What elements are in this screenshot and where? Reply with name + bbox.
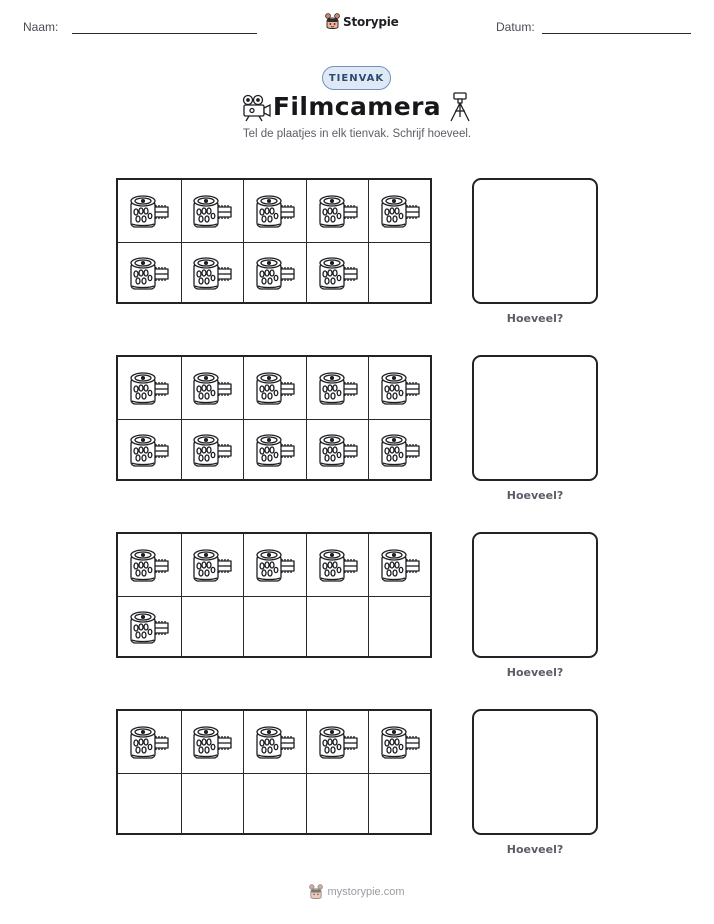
ten-frame <box>116 532 432 658</box>
answer-box[interactable] <box>472 709 598 835</box>
ten-frame <box>116 178 432 304</box>
film-reel-icon <box>192 191 232 231</box>
ten-frame-cell <box>181 711 244 773</box>
film-reel-icon <box>129 430 169 470</box>
ten-frame-cell <box>368 711 431 773</box>
ten-frame-cell <box>243 596 306 658</box>
film-reel-icon <box>192 545 232 585</box>
ten-frame <box>116 709 432 835</box>
ten-frame-cell <box>243 419 306 481</box>
ten-frame-cell <box>118 534 181 596</box>
ten-frame-cell <box>118 242 181 304</box>
film-reel-icon <box>318 253 358 293</box>
ten-frame-cell <box>243 180 306 242</box>
film-reel-icon <box>380 430 420 470</box>
film-reel-icon <box>380 191 420 231</box>
answer-label: Hoeveel? <box>506 843 564 856</box>
ten-frame-cell <box>243 242 306 304</box>
ten-frame-cell <box>181 357 244 419</box>
ten-frame-cell <box>181 773 244 835</box>
ten-frame-cell <box>368 534 431 596</box>
ten-frame-cell <box>243 357 306 419</box>
answer-label: Hoeveel? <box>506 489 564 502</box>
ten-frame-cell <box>306 534 369 596</box>
film-reel-icon <box>192 368 232 408</box>
date-line[interactable] <box>542 33 691 34</box>
ten-frame-cell <box>181 180 244 242</box>
ten-frame-cell <box>306 596 369 658</box>
film-reel-icon <box>255 545 295 585</box>
ten-frame-cell <box>118 773 181 835</box>
film-reel-icon <box>255 191 295 231</box>
film-reel-icon <box>192 253 232 293</box>
film-reel-icon <box>129 253 169 293</box>
date-label: Datum: <box>496 20 535 34</box>
storypie-mascot-icon <box>325 13 340 30</box>
topic-badge: TIENVAK <box>322 66 391 90</box>
ten-frame-cell <box>306 357 369 419</box>
page-title: Filmcamera <box>272 92 442 121</box>
film-reel-icon <box>318 545 358 585</box>
worksheet-header <box>0 0 714 50</box>
ten-frame-cell <box>181 419 244 481</box>
film-reel-icon <box>380 368 420 408</box>
title-row <box>0 90 714 130</box>
ten-frame-cell <box>368 596 431 658</box>
ten-frame-cell <box>306 773 369 835</box>
ten-frame-cell <box>181 534 244 596</box>
ten-frame-cell <box>306 711 369 773</box>
answer-box[interactable] <box>472 532 598 658</box>
answer-box[interactable] <box>472 178 598 304</box>
film-reel-icon <box>255 253 295 293</box>
film-reel-icon <box>129 607 169 647</box>
ten-frame-cell <box>306 242 369 304</box>
instruction-text: Tel de plaatjes in elk tienvak. Schrijf hoeveel. <box>242 128 472 140</box>
film-reel-icon <box>129 191 169 231</box>
ten-frame-cell <box>368 357 431 419</box>
film-reel-icon <box>129 545 169 585</box>
film-reel-icon <box>255 368 295 408</box>
tripod-icon <box>448 91 472 123</box>
ten-frame-cell <box>118 180 181 242</box>
ten-frame-cell <box>181 242 244 304</box>
footer <box>0 884 714 900</box>
ten-frame-cell <box>118 711 181 773</box>
name-line[interactable] <box>72 33 257 34</box>
answer-label: Hoeveel? <box>506 666 564 679</box>
storypie-mascot-icon <box>309 884 323 900</box>
film-reel-icon <box>129 722 169 762</box>
answer-box[interactable] <box>472 355 598 481</box>
ten-frame-cell <box>368 773 431 835</box>
brand-name: Storypie <box>343 14 399 29</box>
film-reel-icon <box>380 722 420 762</box>
ten-frame-cell <box>306 180 369 242</box>
ten-frame-cell <box>368 419 431 481</box>
ten-frame-cell <box>368 242 431 304</box>
footer-url: mystorypie.com <box>327 886 405 898</box>
ten-frame-cell <box>368 180 431 242</box>
ten-frame-cell <box>118 419 181 481</box>
film-reel-icon <box>192 722 232 762</box>
film-reel-icon <box>318 430 358 470</box>
ten-frame <box>116 355 432 481</box>
ten-frame-cell <box>118 596 181 658</box>
ten-frame-cell <box>306 419 369 481</box>
brand-logo <box>325 13 399 30</box>
film-reel-icon <box>255 430 295 470</box>
ten-frame-cell <box>243 534 306 596</box>
film-reel-icon <box>318 368 358 408</box>
ten-frame-cell <box>181 596 244 658</box>
name-label: Naam: <box>23 20 59 34</box>
film-reel-icon <box>318 191 358 231</box>
ten-frame-cell <box>243 711 306 773</box>
film-reel-icon <box>318 722 358 762</box>
film-reel-icon <box>129 368 169 408</box>
answer-label: Hoeveel? <box>506 312 564 325</box>
film-reel-icon <box>255 722 295 762</box>
ten-frame-cell <box>243 773 306 835</box>
film-reel-icon <box>380 545 420 585</box>
ten-frame-cell <box>118 357 181 419</box>
film-reel-icon <box>192 430 232 470</box>
